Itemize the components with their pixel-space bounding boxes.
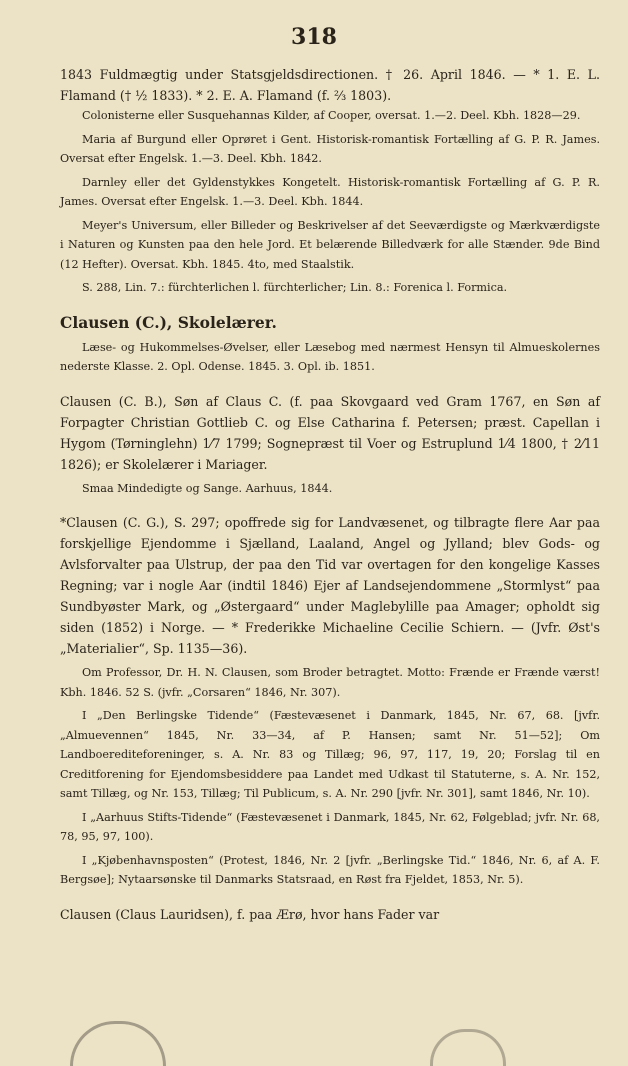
- entry-clausen-claus-lauridsen: Clausen (Claus Lauridsen), f. paa Ærø, hvor hans Fader var: [60, 906, 440, 922]
- article-aarhuus-stifts-tidende: I „Aarhuus Stifts-Tidende“ (Fæstevæsenet i Danmark, 1845, Nr. 62, Følgeblad; jvfr. Nr. 68, 78, 95, 97, 100).: [60, 810, 600, 843]
- work-maria-af-burgund: Maria af Burgund eller Oprøret i Gent. Historisk-romantisk Fortælling af G. P. R. James. Oversat efter Engelsk. 1.—3. Deel. Kbh. 1842.: [60, 132, 600, 165]
- work-colonisterne: Colonisterne eller Susquehannas Kilder, af Cooper, oversat. 1.—2. Deel. Kbh. 1828—29.: [82, 109, 581, 122]
- binding-edge-mark-right: [430, 1029, 506, 1066]
- work-om-professor: Om Professor, Dr. H. N. Clausen, som Broder betragtet. Motto: Frænde er Frænde værst! Kbh. 1846. 52 S. (jvfr. „Corsaren“ 1846, Nr. 307).: [60, 666, 600, 699]
- erratum-note: S. 288, Lin. 7.: fürchterlichen l. fürchterlicher; Lin. 8.: Forenica l. Formica.: [82, 281, 508, 294]
- work-laese-og-hukommelses: Læse- og Hukommelses-Øvelser, eller Læsebog med nærmest Hensyn til Almueskolernes nederste Klasse. 2. Opl. Odense. 1845. 3. Opl. ib. 1851.: [60, 340, 600, 373]
- entry-clausen-cb: Clausen (C. B.), Søn af Claus C. (f. paa Skovgaard ved Gram 1767, en Søn af Forpagter Christian Gottlieb C. og Else Catharina f. Petersen; præst. Capellan i Hygom (Tørninglehn) 1⁄7 1799; Sognepræst til Voer og Estruplund 1⁄4 1800, † 2⁄11 1826); er Skolelærer i Mariager.: [60, 393, 600, 472]
- page-content: [60, 64, 600, 925]
- entry-clausen-cg: *Clausen (C. G.), S. 297; opoffrede sig for Landvæsenet, og tilbragte flere Aar paa forskjellige Ejendomme i Sjælland, Laaland, Angel og Jylland; blev Gods- og Avlsforvalter paa Ulstrup, der paa den Tid var overtagen for den kongelige Kasses Regning; var i nogle Aar (indtil 1846) Ejer af Landsejendommene „Stormlyst“ paa Sundbyøster Mark, og „Østergaard“ under Maglebylille paa Amager; opholdt sig siden (1852) i Norge. — * Frederikke Michaeline Cecilie Schiern. — (Jvfr. Øst's „Materialier“, Sp. 1135—36).: [60, 515, 600, 656]
- article-berlingske-tidende: I „Den Berlingske Tidende“ (Fæstevæsenet i Danmark, 1845, Nr. 67, 68. [jvfr. „Almuevennen“ 1845, Nr. 33—34, af P. Hansen; samt Nr. 51—52]; Om Landboerediteforeninger, s. A. Nr. 83 og Tillæg; 96, 97, 117, 19, 20; Forslag til en Creditforening for Ejendomsbesiddere paa Landet med Udkast til Statuterne, s. A. Nr. 152, samt Tillæg, og Nr. 153, Tillæg; Til Publicum, s. A. Nr. 290 [jvfr. Nr. 301], samt 1846, Nr. 10).: [60, 709, 600, 800]
- work-meyers-universum: Meyer's Universum, eller Billeder og Beskrivelser af det Seeværdigste og Mærkværdigste i Naturen og Kunsten paa den hele Jord. Et belærende Billedværk for alle Stænder. 9de Bind (12 Hefter). Oversat. Kbh. 1845. 4to, med Staalstik.: [60, 218, 600, 271]
- work-smaa-mindedigte: Smaa Mindedigte og Sange. Aarhuus, 1844.: [82, 481, 333, 495]
- entry-heading-clausen-c: Clausen (C.), Skolelærer.: [60, 312, 277, 332]
- work-darnley: Darnley eller det Gyldenstykkes Kongetelt. Historisk-romantisk Fortælling af G. P. R. James. Oversat efter Engelsk. 1.—3. Deel. Kbh. 1844.: [60, 175, 600, 208]
- entry-continuation: 1843 Fuldmægtig under Statsgjeldsdirectionen. † 26. April 1846. — * 1. E. L. Flamand († ½ 1833). * 2. E. A. Flamand (f. ⅔ 1803).: [60, 67, 600, 103]
- article-kjobenhavnsposten: I „Kjøbenhavnsposten“ (Protest, 1846, Nr. 2 [jvfr. „Berlingske Tid.“ 1846, Nr. 6, af A. F. Bergsøe]; Nytaarsønske til Danmarks Statsraad, en Røst fra Fjeldet, 1853, Nr. 5).: [60, 853, 600, 886]
- binding-edge-mark: [70, 1021, 166, 1066]
- page-number: 318: [291, 24, 337, 50]
